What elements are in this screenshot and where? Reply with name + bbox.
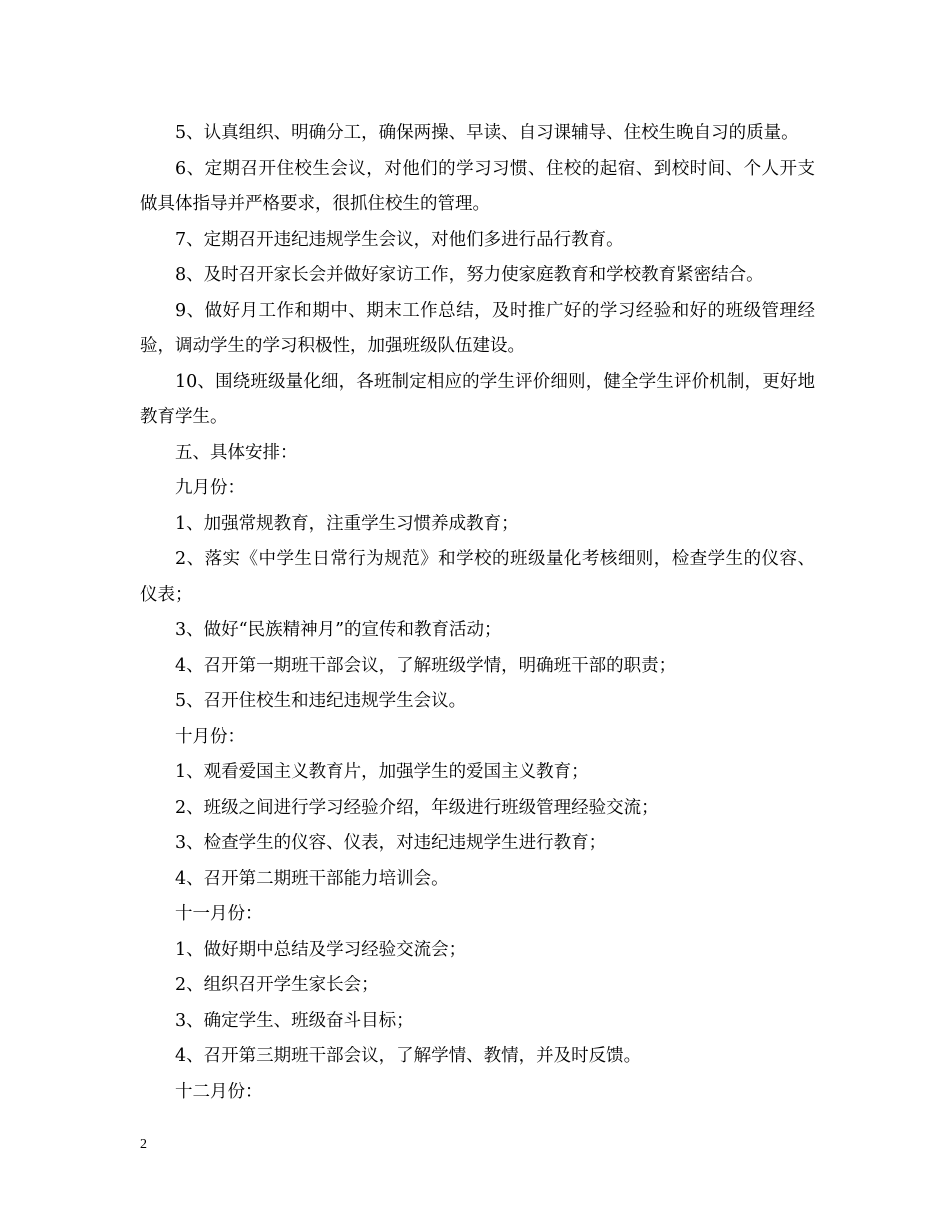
list-item: 3、检查学生的仪容、仪表，对违纪违规学生进行教育； xyxy=(175,833,607,853)
list-item: 4、召开第一期班干部会议，了解班级学情，明确班干部的职责； xyxy=(175,655,677,676)
list-item: 2、组织召开学生家长会； xyxy=(175,975,379,995)
list-item: 1、加强常规教育，注重学生习惯养成教育； xyxy=(175,513,519,534)
paragraph: 6、定期召开住校生会议，对他们的学习习惯、住校的起宿、到校时间、个人开支做具体指导并严格要求，很抓住校生的管理。 xyxy=(140,158,815,214)
paragraph: 5、认真组织、明确分工，确保两操、早读、自习课辅导、住校生晚自习的质量。 xyxy=(175,123,799,143)
month-heading: 十月份： xyxy=(175,726,245,747)
list-item: 2、班级之间进行学习经验介绍，年级进行班级管理经验交流； xyxy=(175,797,659,818)
list-item: 1、观看爱国主义教育片，加强学生的爱国主义教育； xyxy=(175,762,589,782)
list-item: 2、落实《中学生日常行为规范》和学校的班级量化考核细则，检查学生的仪容、仪表； xyxy=(140,549,815,605)
paragraph: 10、围绕班级量化细，各班制定相应的学生评价细则，健全学生评价机制，更好地教育学生。 xyxy=(140,371,815,427)
page-number: 2 xyxy=(140,1137,147,1152)
paragraph: 8、及时召开家长会并做好家访工作，努力使家庭教育和学校教育紧密结合。 xyxy=(175,265,764,285)
document-body xyxy=(140,116,815,1110)
paragraph: 9、做好月工作和期中、期末工作总结，及时推广好的学习经验和好的班级管理经验，调动学生的学习积极性，加强班级队伍建设。 xyxy=(140,300,815,356)
month-heading: 十二月份： xyxy=(175,1081,263,1102)
list-item: 4、召开第三期班干部会议，了解学情、教情，并及时反馈。 xyxy=(175,1046,642,1066)
list-item: 4、召开第二期班干部能力培训会。 xyxy=(175,868,449,889)
list-item: 3、做好“民族精神月”的宣传和教育活动； xyxy=(175,620,502,640)
paragraph: 7、定期召开违纪违规学生会议，对他们多进行品行教育。 xyxy=(175,229,624,250)
section-heading: 五、具体安排： xyxy=(175,442,298,463)
month-heading: 十一月份： xyxy=(175,904,263,924)
list-item: 5、召开住校生和违纪违规学生会议。 xyxy=(175,691,467,711)
month-heading: 九月份： xyxy=(175,478,245,498)
list-item: 3、确定学生、班级奋斗目标； xyxy=(175,1010,414,1031)
list-item: 1、做好期中总结及学习经验交流会； xyxy=(175,939,467,960)
